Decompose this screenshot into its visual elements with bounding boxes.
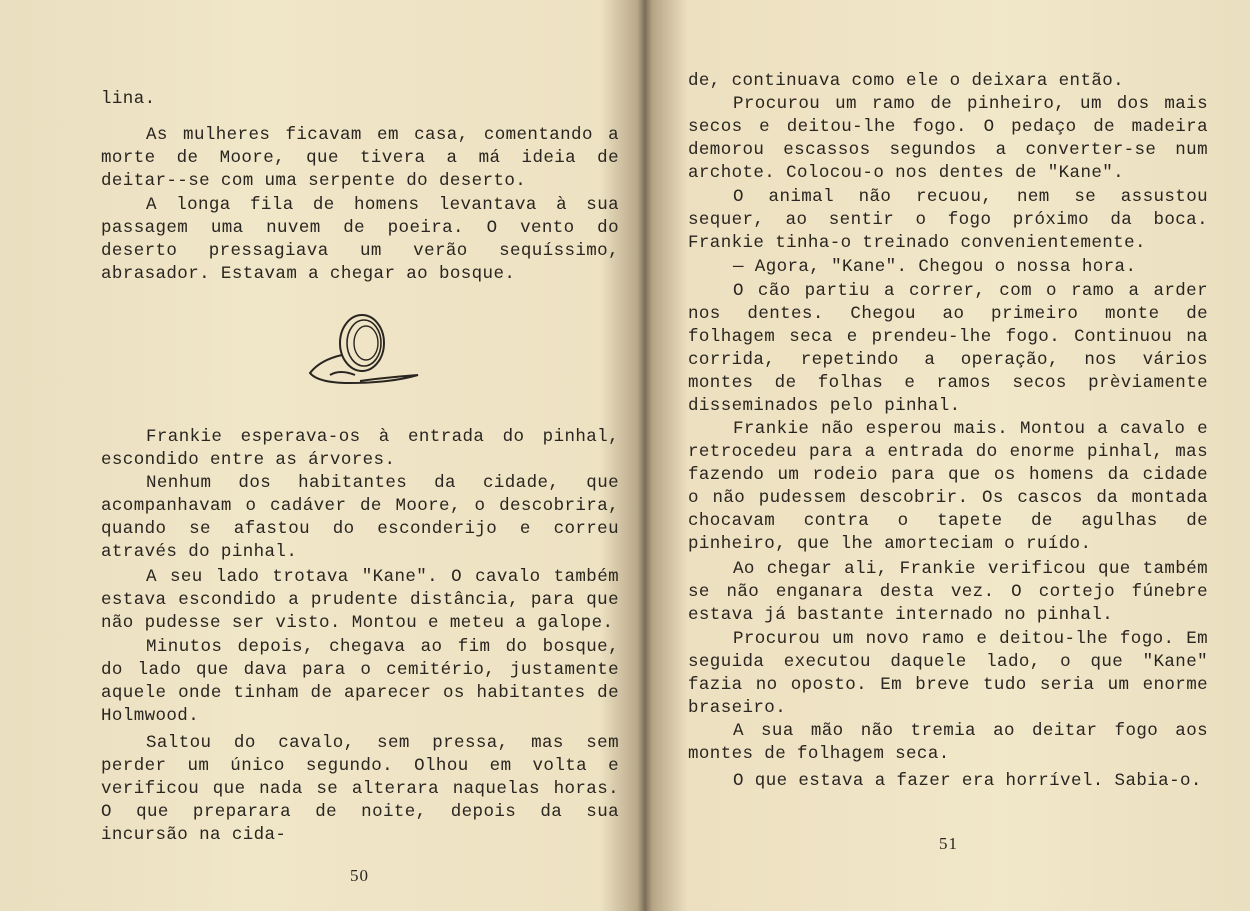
lasso-ornament-icon xyxy=(300,305,440,405)
paragraph: O animal não recuou, nem se assustou sequer, ao sentir o fogo próximo da boca. Frankie tinha-o treinado convenientemente. xyxy=(688,187,1208,254)
page-number: 51 xyxy=(939,834,958,853)
paragraph: O cão partiu a correr, com o ramo a arder nos dentes. Chegou ao primeiro monte de folhagem seca e prendeu-lhe fogo. Continuou na corrida, repetindo a operação, nos vários montes de folhas e ramos secos prèviamente disseminados pelo pinhal. xyxy=(688,281,1208,417)
paragraph: Saltou do cavalo, sem pressa, mas sem perder um único segundo. Olhou em volta e verificou que nada se alterara naquelas horas. O que preparara de noite, depois da sua incursão na cida- xyxy=(101,733,619,846)
paragraph: A longa fila de homens levantava à sua passagem uma nuvem de poeira. O vento do deserto pressagiava um verão sequíssimo, abrasador. Estavam a chegar ao bosque. xyxy=(101,195,619,285)
paragraph: Minutos depois, chegava ao fim do bosque, do lado que dava para o cemitério, justamente aquele onde tinham de aparecer os habitantes de Holmwood. xyxy=(101,637,619,727)
paragraph: — Agora, "Kane". Chegou o nossa hora. xyxy=(733,257,1137,277)
paragraph: Procurou um novo ramo e deitou-lhe fogo. Em seguida executou daquele lado, o que "Kane" fazia no oposto. Em breve tudo seria um enorme braseiro. xyxy=(688,629,1208,719)
paragraph: A sua mão não tremia ao deitar fogo aos montes de folhagem seca. xyxy=(688,721,1208,765)
paragraph: de, continuava como ele o deixara então. xyxy=(688,71,1125,91)
paragraph: Procurou um ramo de pinheiro, um dos mais secos e deitou-lhe fogo. O pedaço de madeira demorou escassos segundos a converter-se num archote. Colocou-o nos dentes de "Kane". xyxy=(688,94,1208,184)
paragraph: Frankie não esperou mais. Montou a cavalo e retrocedeu para a entrada do enorme pinhal, mas fazendo um rodeio para que os homens da cidade o não pudessem descobrir. Os cascos da montada chocavam contra o tapete de agulhas de pinheiro, que lhe amorteciam o ruído. xyxy=(688,419,1208,555)
paragraph: As mulheres ficavam em casa, comentando a morte de Moore, que tivera a má ideia de deitar--se com uma serpente do deserto. xyxy=(101,125,619,192)
paragraph: Nenhum dos habitantes da cidade, que acompanhavam o cadáver de Moore, o descobrira, quando se afastou do esconderijo e correu através do pinhal. xyxy=(101,473,619,563)
paragraph: lina. xyxy=(101,89,156,109)
paragraph: Frankie esperava-os à entrada do pinhal, escondido entre as árvores. xyxy=(101,427,619,471)
page-number: 50 xyxy=(350,866,369,885)
paragraph: O que estava a fazer era horrível. Sabia-o. xyxy=(733,771,1202,791)
right-page xyxy=(652,0,1250,911)
paragraph: A seu lado trotava "Kane". O cavalo também estava escondido a prudente distância, para que não pudesse ser visto. Montou e meteu a galope. xyxy=(101,567,619,634)
paragraph: Ao chegar ali, Frankie verificou que também se não enganara desta vez. O cortejo fúnebre estava já bastante internado no pinhal. xyxy=(688,559,1208,626)
